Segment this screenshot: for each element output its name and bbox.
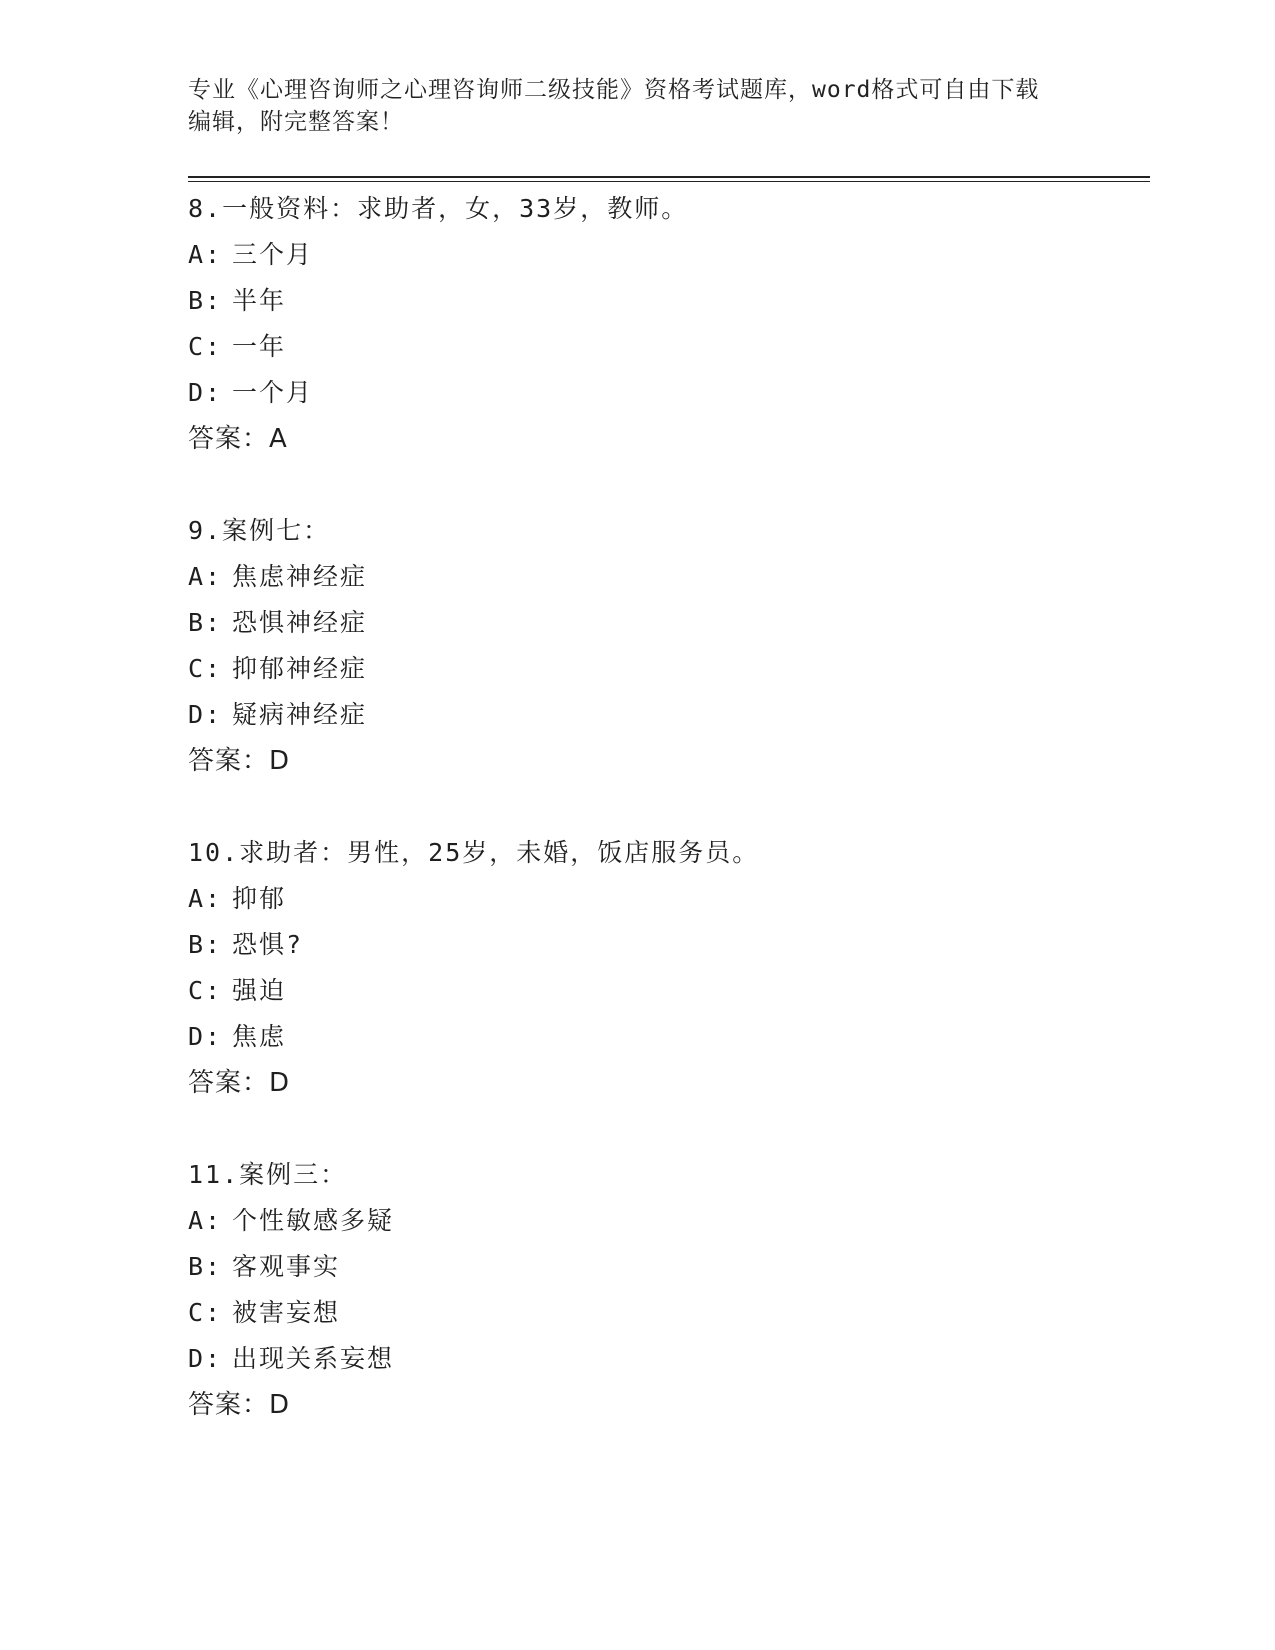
option-text: 恐惧? [232, 930, 304, 959]
option-letter: C: [188, 1298, 223, 1327]
option-c [188, 968, 1148, 1014]
option-text: 抑郁 [232, 884, 287, 913]
option-letter: A: [188, 1206, 223, 1235]
option-text: 疑病神经症 [232, 700, 368, 729]
answer-line: 答案：A [188, 424, 288, 454]
question-10 [188, 830, 1148, 1106]
question-title: 10.求助者：男性，25岁，未婚，饭店服务员。 [188, 838, 760, 867]
option-letter: B: [188, 608, 223, 637]
question-title: 8.一般资料：求助者，女，33岁，教师。 [188, 194, 689, 223]
question-9 [188, 508, 1148, 784]
option-text: 个性敏感多疑 [232, 1206, 395, 1235]
option-letter: C: [188, 332, 223, 361]
option-text: 一个月 [232, 378, 314, 407]
option-a [188, 1198, 1148, 1244]
option-letter: D: [188, 700, 223, 729]
option-text: 一年 [232, 332, 287, 361]
answer-line: 答案：D [188, 1390, 291, 1420]
option-d [188, 1336, 1148, 1382]
option-text: 客观事实 [232, 1252, 341, 1281]
option-text: 强迫 [232, 976, 287, 1005]
option-letter: D: [188, 1022, 223, 1051]
option-c [188, 646, 1148, 692]
option-a [188, 232, 1148, 278]
option-a [188, 554, 1148, 600]
option-letter: B: [188, 1252, 223, 1281]
option-letter: A: [188, 884, 223, 913]
option-letter: D: [188, 1344, 223, 1373]
option-b [188, 600, 1148, 646]
option-text: 焦虑 [232, 1022, 287, 1051]
question-title: 9.案例七： [188, 516, 331, 545]
option-a [188, 876, 1148, 922]
option-letter: A: [188, 562, 223, 591]
option-d [188, 370, 1148, 416]
header-divider-thick [188, 176, 1150, 178]
question-11 [188, 1152, 1148, 1428]
option-letter: B: [188, 930, 223, 959]
header-divider-thin [188, 181, 1150, 182]
option-text: 三个月 [232, 240, 314, 269]
option-text: 抑郁神经症 [232, 654, 368, 683]
question-list [188, 186, 1148, 1474]
option-b [188, 922, 1148, 968]
option-d [188, 1014, 1148, 1060]
answer-line: 答案：D [188, 1068, 291, 1098]
option-text: 焦虑神经症 [232, 562, 368, 591]
option-b [188, 278, 1148, 324]
option-c [188, 1290, 1148, 1336]
option-letter: A: [188, 240, 223, 269]
option-letter: B: [188, 286, 223, 315]
question-title: 11.案例三： [188, 1160, 348, 1189]
header-line-2: 编辑，附完整答案！ [188, 109, 404, 135]
option-c [188, 324, 1148, 370]
option-d [188, 692, 1148, 738]
option-text: 被害妄想 [232, 1298, 341, 1327]
header-line-1: 专业《心理咨询师之心理咨询师二级技能》资格考试题库，word格式可自由下载 [188, 77, 1040, 103]
option-text: 出现关系妄想 [232, 1344, 395, 1373]
option-letter: C: [188, 654, 223, 683]
option-letter: D: [188, 378, 223, 407]
question-8 [188, 186, 1148, 462]
option-text: 半年 [232, 286, 287, 315]
option-letter: C: [188, 976, 223, 1005]
answer-line: 答案：D [188, 746, 291, 776]
option-text: 恐惧神经症 [232, 608, 368, 637]
document-header [188, 74, 1088, 138]
option-b [188, 1244, 1148, 1290]
